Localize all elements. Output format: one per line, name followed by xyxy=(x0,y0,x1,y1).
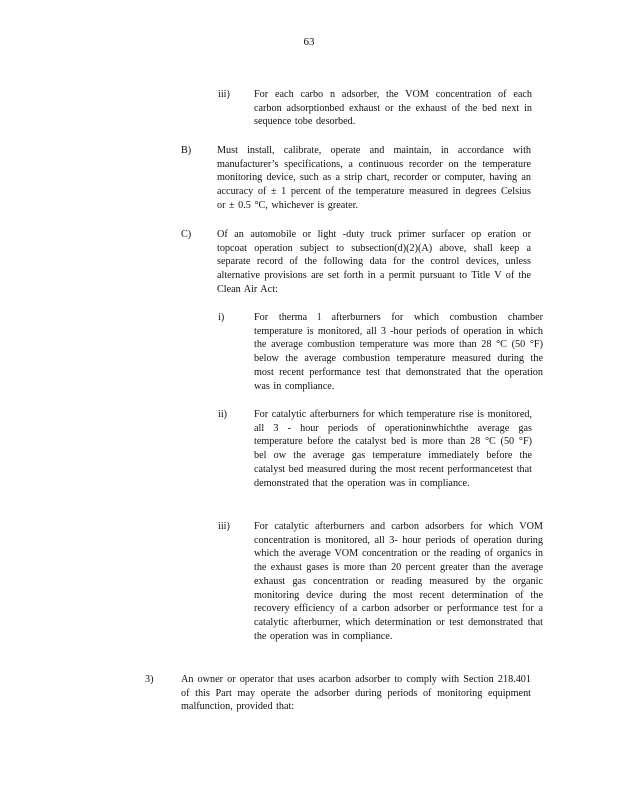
item-label: C) xyxy=(181,229,192,240)
item-label: 3) xyxy=(145,674,154,685)
item-label: iii) xyxy=(218,521,230,532)
paragraph: Must install, calibrate, operate and maintain, in accordance with manufacturer’s specifications, a continuous recorder on the temperature monitoring device, such as a strip chart, recorder or computer, having an accuracy of ± 1 percent of the temperature measured in degrees Celsius or ± 0.5 °C, whichever is greater. xyxy=(217,145,531,211)
page-number: 63 xyxy=(303,36,315,48)
paragraph: For each carbo n adsorber, the VOM concentration of each carbon adsorptionbed exhaust or the exhaust of the bed next in sequence tobe desorbed. xyxy=(254,89,532,128)
item-label: i) xyxy=(218,312,225,323)
item-label: iii) xyxy=(218,89,230,100)
item-label: ii) xyxy=(218,409,228,420)
paragraph: An owner or operator that uses acarbon adsorber to comply with Section 218.401 of this Part may operate the adsorber during periods of monitoring equipment malfunction, provided that: xyxy=(181,674,531,713)
paragraph: For catalytic afterburners and carbon adsorbers for which VOM concentration is monitored, all 3- hour periods of operation during which the average VOM concentration or the reading of organics in the exhaust gases is more than 20 percent greater than the average exhaust gas concentration or reading measured by the organic monitoring device during the most recent determination of the recovery efficiency of a carbon adsorber or performance test for a catalytic afterburner, which determination or test demonstrated that the operation was in compliance. xyxy=(254,521,543,642)
paragraph: For therma l afterburners for which combustion chamber temperature is monitored, all 3 -hour periods of operation in which the average combustion temperature was more than 28 °C (50 °F) below the average combustion temperature measured during the most recent performance test that demonstrated that the operation was in compliance. xyxy=(254,312,543,392)
item-label: B) xyxy=(181,145,192,156)
paragraph: Of an automobile or light -duty truck primer surfacer op eration or topcoat operation subject to subsection(d)(2)(A) above, shall keep a separate record of the following data for the control devices, unless alternative provisions are set forth in a permit pursuant to Title V of the Clean Air Act: xyxy=(217,229,531,295)
paragraph: For catalytic afterburners for which temperature rise is monitored, all 3 - hour periods of operationinwhichthe average gas temperature before the catalyst bed is more than 28 °C (50 °F) bel ow the average gas temperature immediately before the catalyst bed measured during the most recent performancetest that demonstrated that the operation was in compliance. xyxy=(254,409,532,489)
